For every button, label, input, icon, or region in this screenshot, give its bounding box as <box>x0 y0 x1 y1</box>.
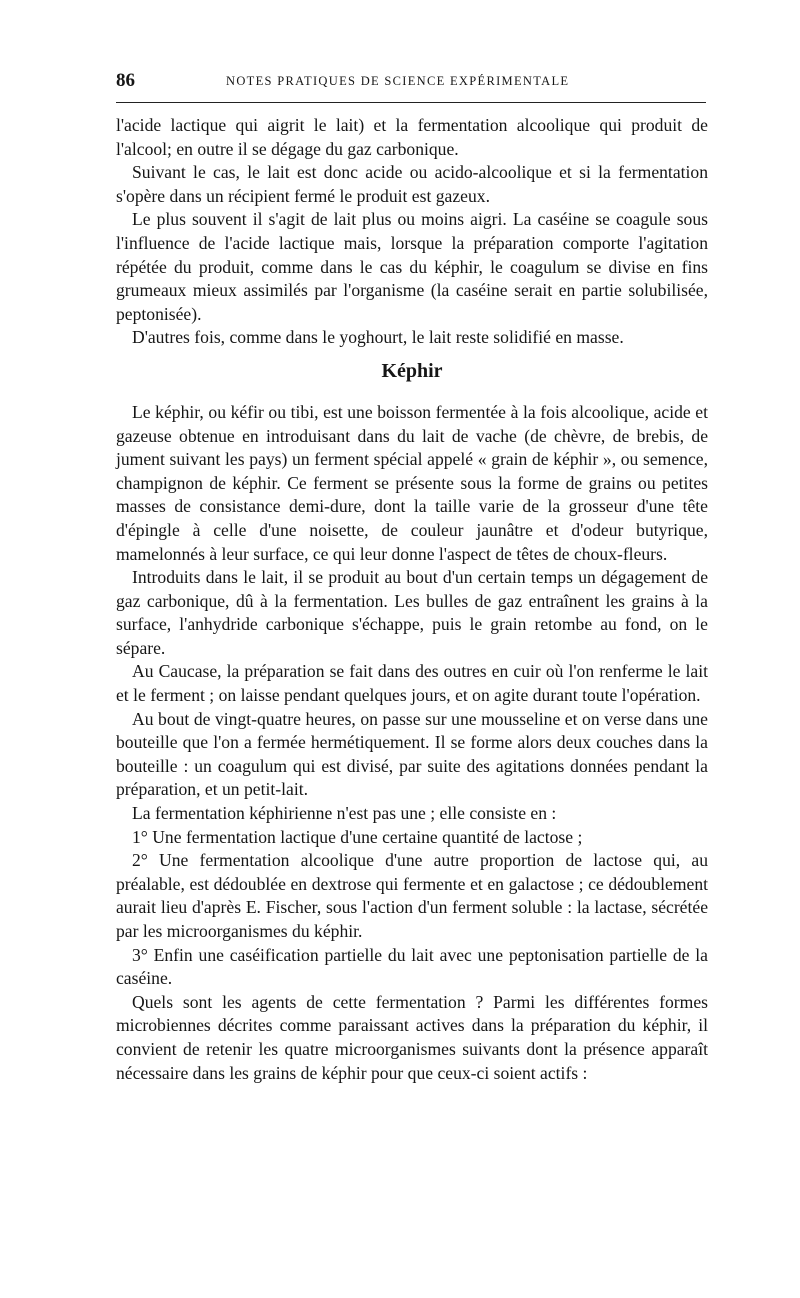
paragraph: Quels sont les agents de cette fermentation ? Parmi les différentes formes microbiennes décrites comme paraissant actives dans la préparation du képhir, il convient de retenir les quatre microorganismes suivants dont la présence apparaît nécessaire dans les grains de képhir pour que ceux-ci soient actifs : <box>116 991 708 1083</box>
body-text <box>116 114 708 1085</box>
paragraph: La fermentation képhirienne n'est pas une ; elle consiste en : <box>132 803 557 824</box>
list-item: 1° Une fermentation lactique d'une certaine quantité de lactose ; <box>132 826 583 847</box>
paragraph: D'autres fois, comme dans le yoghourt, le lait reste solidifié en masse. <box>132 327 624 348</box>
list-item: 2° Une fermentation alcoolique d'une autre proportion de lactose qui, au préalable, est dédoublée en dextrose qui fermente et en galactose ; ce dédoublement aurait lieu d'après E. Fischer, sous l'action d'un ferment soluble : la lactase, sécrétée par les microorganismes du képhir. <box>116 850 708 941</box>
paragraph: Au Caucase, la préparation se fait dans des outres en cuir où l'on renferme le lait et le ferment ; on laisse pendant quelques jours, et on agite durant toute l'opération. <box>116 661 708 706</box>
paragraph: Suivant le cas, le lait est donc acide ou acido-alcoolique et si la fermentation s'opère dans un récipient fermé le produit est gazeux. <box>116 162 708 206</box>
paragraph: l'acide lactique qui aigrit le lait) et la fermentation alcoolique qui produit de l'alcool; en outre il se dégage du gaz carbonique. <box>116 115 708 159</box>
page-number: 86 <box>116 70 135 91</box>
header-rule <box>116 102 706 103</box>
list-item: 3° Enfin une caséification partielle du lait avec une peptonisation partielle de la caséine. <box>116 944 708 989</box>
paragraph: Le plus souvent il s'agit de lait plus ou moins aigri. La caséine se coagule sous l'influence de l'acide lactique mais, lorsque la préparation comporte l'agitation répétée du produit, comme dans le cas du képhir, le coagulum se divise en fins grumeaux mieux assimilés par l'organisme (la caséine serait en partie solubilisée, peptonisée). <box>116 209 708 324</box>
page-header <box>116 70 706 100</box>
paragraph: Introduits dans le lait, il se produit au bout d'un certain temps un dégagement de gaz carbonique, dû à la fermentation. Les bulles de gaz entraînent les grains à la surface, l'anhydride carbonique s'échappe, puis le grain retombe au fond, on le sépare. <box>116 567 708 658</box>
section-title: Képhir <box>381 359 443 382</box>
paragraph: Le képhir, ou kéfir ou tibi, est une boisson fermentée à la fois alcoolique, acide et gazeuse obtenue en introduisant dans du lait de vache (de chèvre, de brebis, de jument suivant les pays) un ferment spécial appelé « grain de képhir », ou semence, champignon de képhir. Ce ferment se présente sous la forme de grains ou petites masses de consistance demi-dure, dont la taille varie de la grosseur d'une tête d'épingle à celle d'une noisette, de couleur jaunâtre et d'odeur butyrique, mamelonnés à leur surface, ce qui leur donne l'aspect de têtes de choux-fleurs. <box>116 401 708 564</box>
paragraph: Au bout de vingt-quatre heures, on passe sur une mousseline et on verse dans une bouteille que l'on a fermée hermétiquement. Il se forme alors deux couches dans la bouteille : un coagulum qui est divisé, par suite des agitations données pendant la préparation, et un petit-lait. <box>116 708 708 800</box>
running-title: NOTES PRATIQUES DE SCIENCE EXPÉRIMENTALE <box>226 74 570 88</box>
